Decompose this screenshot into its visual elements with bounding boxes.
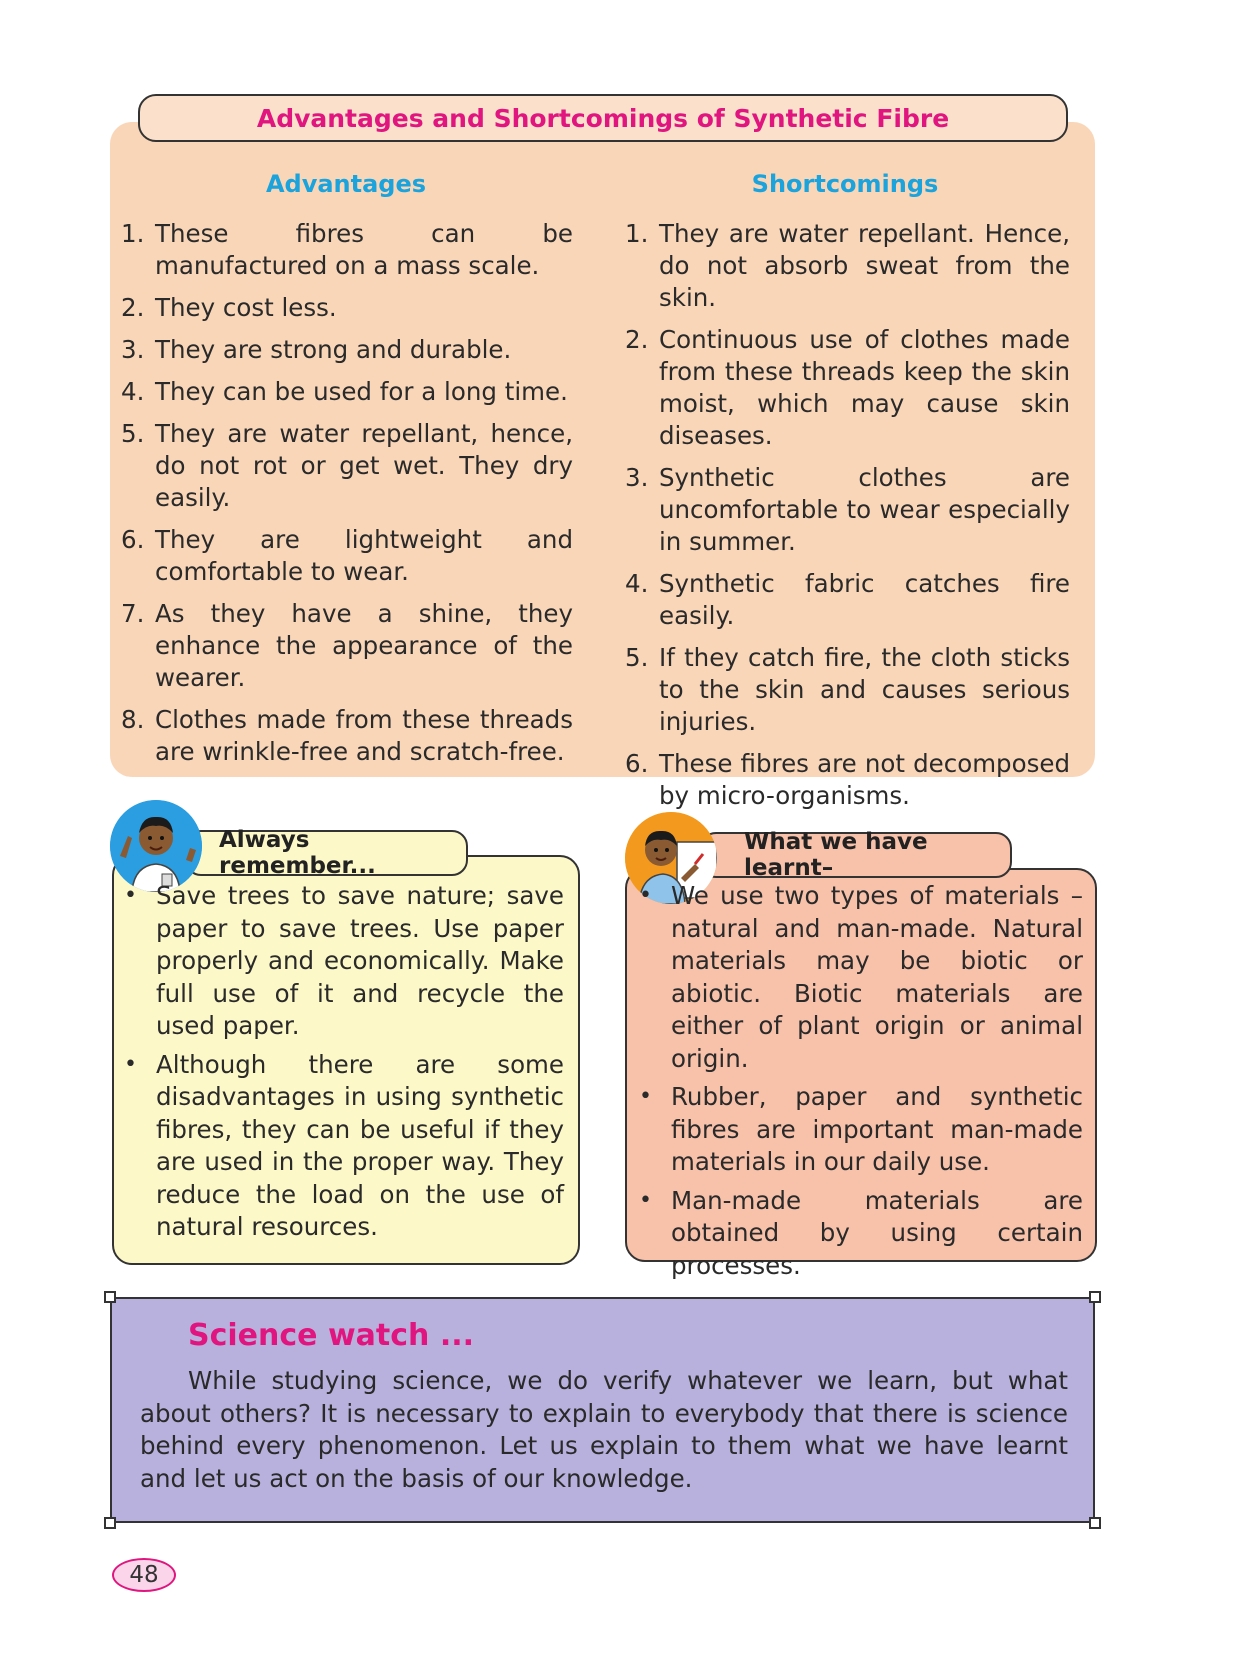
item-text: If they catch fire, the cloth sticks to the skin and causes serious injuries. — [659, 643, 1070, 736]
item-text: They can be used for a long time. — [155, 377, 568, 406]
bullet-icon: • — [639, 1187, 652, 1213]
list-item — [625, 568, 1070, 632]
item-text: These fibres can be manufactured on a mass scale. — [155, 219, 573, 280]
bullet-icon: • — [639, 883, 652, 908]
item-number: 5. — [625, 643, 649, 672]
item-number: 2. — [121, 293, 145, 322]
always-remember-list — [122, 880, 564, 1250]
bullet-icon: • — [124, 883, 137, 908]
item-number: 2. — [625, 325, 649, 354]
item-text: As they have a shine, they enhance the appearance of the wearer. — [155, 599, 573, 692]
boy-pointing-icon — [110, 800, 202, 892]
list-item — [122, 1049, 564, 1244]
list-item — [637, 1081, 1083, 1179]
what-we-have-learnt-title: What we have learnt– — [700, 832, 1012, 878]
what-we-have-learnt-list — [637, 880, 1083, 1288]
item-number: 3. — [625, 463, 649, 492]
item-text: They cost less. — [155, 293, 337, 322]
item-text: Save trees to save nature; save paper to save trees. Use paper properly and economically. Make full use of it and recycle the used paper. — [156, 881, 564, 1040]
item-number: 7. — [121, 599, 145, 628]
item-number: 5. — [121, 419, 145, 448]
list-item — [625, 324, 1070, 452]
item-text: They are strong and durable. — [155, 335, 512, 364]
item-text: Although there are some disadvantages in using synthetic fibres, they can be useful if they are used in the proper way. They reduce the load on the use of natural resources. — [156, 1049, 564, 1241]
advantages-heading: Advantages — [265, 170, 427, 198]
bullet-icon: • — [124, 1051, 137, 1077]
item-text: Synthetic fabric catches fire easily. — [659, 569, 1070, 630]
item-text: Continuous use of clothes made from these threads keep the skin moist, which may cause skin diseases. — [659, 325, 1070, 450]
frame-corner-icon — [1089, 1517, 1101, 1529]
comparison-title: Advantages and Shortcomings of Synthetic Fibre — [138, 94, 1068, 142]
list-item — [625, 748, 1070, 812]
science-watch-text: While studying science, we do verify whatever we learn, but what about others? It is necessary to explain to everybody that there is science behind every phenomenon. Let us explain to them what we have learnt and let us act on the basis of our knowledge. — [140, 1366, 1068, 1493]
item-number: 6. — [625, 749, 649, 778]
item-text: We use two types of materials – natural and man-made. Natural materials may be biotic or abiotic. Biotic materials are either of plant origin or animal origin. — [671, 881, 1083, 1073]
list-item — [625, 462, 1070, 558]
item-text: They are water repellant, hence, do not rot or get wet. They dry easily. — [155, 419, 573, 512]
frame-corner-icon — [104, 1517, 116, 1529]
list-item — [121, 376, 573, 408]
list-item — [625, 218, 1070, 314]
shortcomings-list — [625, 218, 1070, 822]
list-item — [121, 598, 573, 694]
item-number: 4. — [625, 569, 649, 598]
list-item — [637, 1185, 1083, 1283]
item-text: Clothes made from these threads are wrinkle-free and scratch-free. — [155, 705, 573, 766]
item-number: 3. — [121, 335, 145, 364]
list-item — [121, 292, 573, 324]
list-item — [637, 880, 1083, 1075]
list-item — [122, 880, 564, 1043]
item-text: They are lightweight and comfortable to wear. — [155, 525, 573, 586]
frame-corner-icon — [104, 1291, 116, 1303]
shortcomings-heading: Shortcomings — [751, 170, 939, 198]
item-number: 8. — [121, 705, 145, 734]
list-item — [121, 704, 573, 768]
item-number: 1. — [121, 219, 145, 248]
item-text: They are water repellant. Hence, do not absorb sweat from the skin. — [659, 219, 1070, 312]
list-item — [121, 418, 573, 514]
always-remember-title: Always remember... — [185, 830, 468, 876]
item-number: 4. — [121, 377, 145, 406]
item-text: Man-made materials are obtained by using certain processes. — [671, 1185, 1083, 1280]
page-number: 48 — [112, 1558, 176, 1592]
item-text: Rubber, paper and synthetic fibres are important man-made materials in our daily use. — [671, 1082, 1083, 1176]
science-watch-title: Science watch ... — [188, 1318, 475, 1353]
list-item — [121, 334, 573, 366]
list-item — [121, 218, 573, 282]
bullet-icon: • — [639, 1084, 652, 1109]
list-item — [625, 642, 1070, 738]
list-item — [121, 524, 573, 588]
item-number: 1. — [625, 219, 649, 248]
item-number: 6. — [121, 525, 145, 554]
item-text: Synthetic clothes are uncomfortable to wear especially in summer. — [659, 463, 1070, 556]
item-text: These fibres are not decomposed by micro-organisms. — [659, 749, 1070, 810]
advantages-list — [121, 218, 573, 778]
frame-corner-icon — [1089, 1291, 1101, 1303]
